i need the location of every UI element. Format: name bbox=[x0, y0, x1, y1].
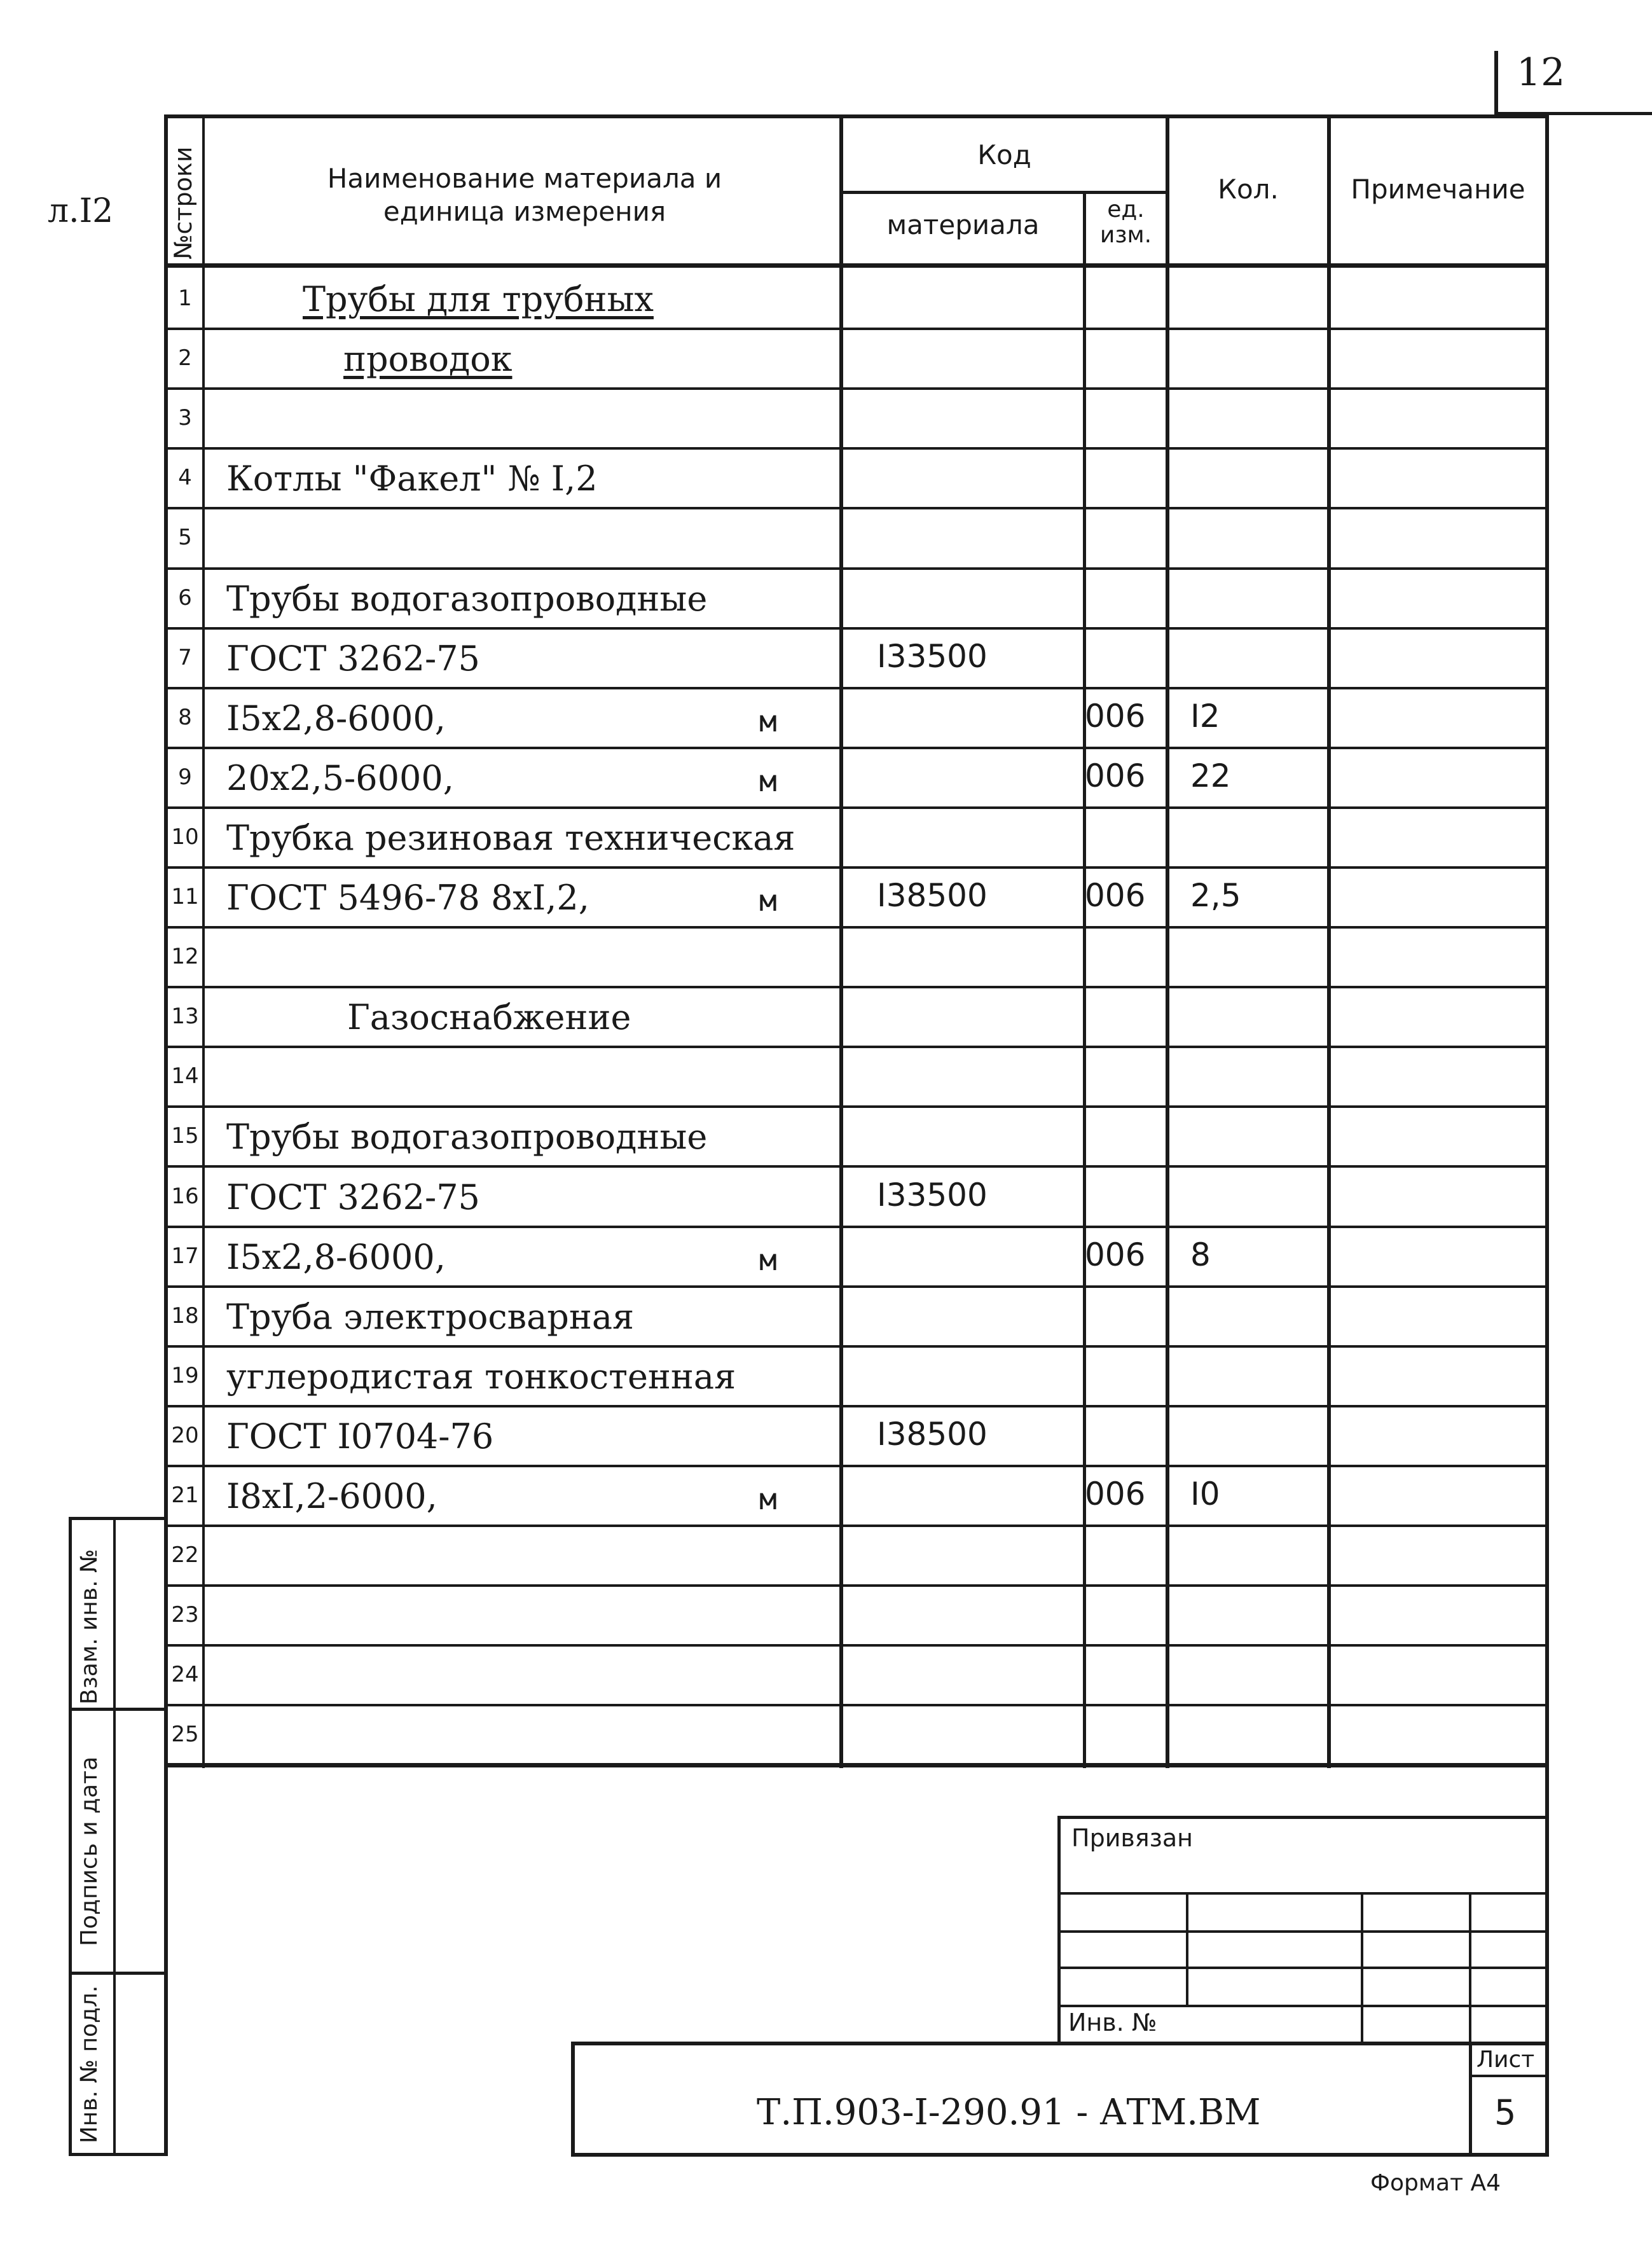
unit-code: 006 bbox=[1085, 877, 1146, 914]
table-row bbox=[168, 747, 1545, 806]
item-name: Трубы водогазопроводные bbox=[226, 579, 708, 619]
table-row bbox=[168, 328, 1545, 387]
header-unit-line1: ед. bbox=[1107, 197, 1145, 223]
quantity: 2,5 bbox=[1190, 877, 1241, 914]
table-row bbox=[168, 1285, 1545, 1345]
inv-no-label: Инв. № bbox=[1068, 2009, 1157, 2036]
material-code: I38500 bbox=[877, 877, 988, 914]
row-number: 16 bbox=[171, 1184, 199, 1209]
material-code: I38500 bbox=[877, 1416, 988, 1453]
sheet-reference: л.I2 bbox=[48, 192, 114, 230]
row-number: 24 bbox=[171, 1662, 199, 1687]
row-number: 18 bbox=[171, 1303, 199, 1329]
table-row bbox=[168, 1644, 1545, 1704]
corner-page-number: 12 bbox=[1517, 50, 1566, 95]
table-row bbox=[168, 866, 1545, 926]
material-code: I33500 bbox=[877, 1177, 988, 1213]
row-number: 23 bbox=[171, 1602, 199, 1628]
item-name: Труба электросварная bbox=[226, 1297, 635, 1337]
row-number: 5 bbox=[178, 525, 192, 550]
item-unit: м bbox=[759, 704, 777, 738]
unit-code: 006 bbox=[1085, 1236, 1146, 1273]
item-name: Трубка резиновая техническая bbox=[226, 818, 795, 858]
item-unit: м bbox=[759, 764, 777, 798]
quantity: I0 bbox=[1190, 1476, 1220, 1512]
item-name: I5x2,8-6000, bbox=[226, 1237, 446, 1277]
table-row bbox=[168, 1226, 1545, 1285]
material-code: I33500 bbox=[877, 638, 988, 675]
item-name: Газоснабжение bbox=[347, 997, 631, 1037]
header-code: Код bbox=[977, 139, 1031, 170]
row-number: 17 bbox=[171, 1243, 199, 1269]
row-number: 7 bbox=[178, 645, 192, 670]
item-name: I8xI,2-6000, bbox=[226, 1476, 437, 1516]
document-code: Т.П.903-I-290.91 - АТМ.ВМ bbox=[757, 2092, 1261, 2133]
quantity: 22 bbox=[1190, 757, 1231, 794]
row-number: 9 bbox=[178, 764, 192, 790]
item-name: ГОСТ I0704-76 bbox=[226, 1416, 494, 1456]
header-material: материала bbox=[886, 209, 1040, 240]
row-number: 14 bbox=[171, 1063, 199, 1089]
item-name: Трубы водогазопроводные bbox=[226, 1117, 708, 1157]
table-row bbox=[168, 447, 1545, 507]
item-name: ГОСТ 3262-75 bbox=[226, 1177, 480, 1217]
item-name: Котлы "Факел" № I,2 bbox=[226, 459, 598, 499]
row-number: 19 bbox=[171, 1363, 199, 1388]
table-row bbox=[168, 1046, 1545, 1105]
item-name: углеродистая тонкостенная bbox=[226, 1357, 736, 1397]
row-number: 25 bbox=[171, 1722, 199, 1747]
row-number: 12 bbox=[171, 944, 199, 969]
unit-code: 006 bbox=[1085, 1476, 1146, 1512]
table-row bbox=[168, 1584, 1545, 1644]
item-name: Трубы для трубных bbox=[303, 279, 654, 319]
table-row bbox=[168, 567, 1545, 627]
row-number: 10 bbox=[171, 824, 199, 850]
header-name-line1: Наименование материала и bbox=[327, 163, 722, 194]
table-row bbox=[168, 627, 1545, 687]
row-number: 8 bbox=[178, 705, 192, 730]
row-number: 22 bbox=[171, 1542, 199, 1568]
table-row bbox=[168, 926, 1545, 986]
table-row bbox=[168, 1166, 1545, 1226]
row-number: 3 bbox=[178, 405, 192, 431]
sheet-label: Лист bbox=[1476, 2047, 1535, 2073]
table-row bbox=[168, 507, 1545, 567]
table-row bbox=[168, 387, 1545, 447]
row-number: 1 bbox=[178, 286, 192, 311]
item-name: I5x2,8-6000, bbox=[226, 698, 446, 738]
header-name-line2: единица измерения bbox=[383, 196, 666, 227]
row-number: 13 bbox=[171, 1004, 199, 1029]
table-row bbox=[168, 1525, 1545, 1584]
header-unit-line2: изм. bbox=[1099, 222, 1152, 248]
table-row bbox=[168, 806, 1545, 866]
header-row-number: №строки bbox=[169, 146, 197, 259]
row-number: 6 bbox=[178, 585, 192, 611]
sheet-number: 5 bbox=[1494, 2092, 1517, 2133]
table-row bbox=[168, 1405, 1545, 1465]
table-row bbox=[168, 1105, 1545, 1165]
unit-code: 006 bbox=[1085, 698, 1146, 735]
item-unit: м bbox=[759, 883, 777, 918]
item-unit: м bbox=[759, 1243, 777, 1277]
table-row bbox=[168, 268, 1545, 328]
header-name bbox=[210, 162, 839, 228]
table-row bbox=[168, 687, 1545, 747]
item-unit: м bbox=[759, 1482, 777, 1516]
table-row bbox=[168, 1465, 1545, 1525]
row-number: 15 bbox=[171, 1123, 199, 1149]
table-row bbox=[168, 1704, 1545, 1764]
item-name: ГОСТ 3262-75 bbox=[226, 639, 480, 679]
row-number: 11 bbox=[171, 884, 199, 909]
unit-code: 006 bbox=[1085, 757, 1146, 794]
stamp-orig-inv: Инв. № подл. bbox=[76, 1985, 102, 2143]
stamp-sign-date: Подпись и дата bbox=[76, 1756, 102, 1946]
table-row bbox=[168, 986, 1545, 1046]
quantity: 8 bbox=[1190, 1236, 1211, 1273]
item-name: ГОСТ 5496-78 8xI,2, bbox=[226, 878, 589, 918]
header-qty: Кол. bbox=[1218, 174, 1279, 205]
header-unit bbox=[1086, 197, 1166, 248]
row-number: 2 bbox=[178, 345, 192, 371]
row-number: 21 bbox=[171, 1483, 199, 1508]
table-row bbox=[168, 1345, 1545, 1405]
format-label: Формат А4 bbox=[1370, 2170, 1501, 2196]
row-number: 4 bbox=[178, 465, 192, 490]
stamp-replace-inv: Взам. инв. № bbox=[76, 1549, 102, 1704]
linked-label: Привязан bbox=[1071, 1824, 1193, 1852]
header-note: Примечание bbox=[1351, 174, 1525, 205]
item-name: проводок bbox=[343, 339, 513, 379]
row-number: 20 bbox=[171, 1423, 199, 1448]
item-name: 20x2,5-6000, bbox=[226, 758, 454, 798]
quantity: I2 bbox=[1190, 698, 1220, 735]
